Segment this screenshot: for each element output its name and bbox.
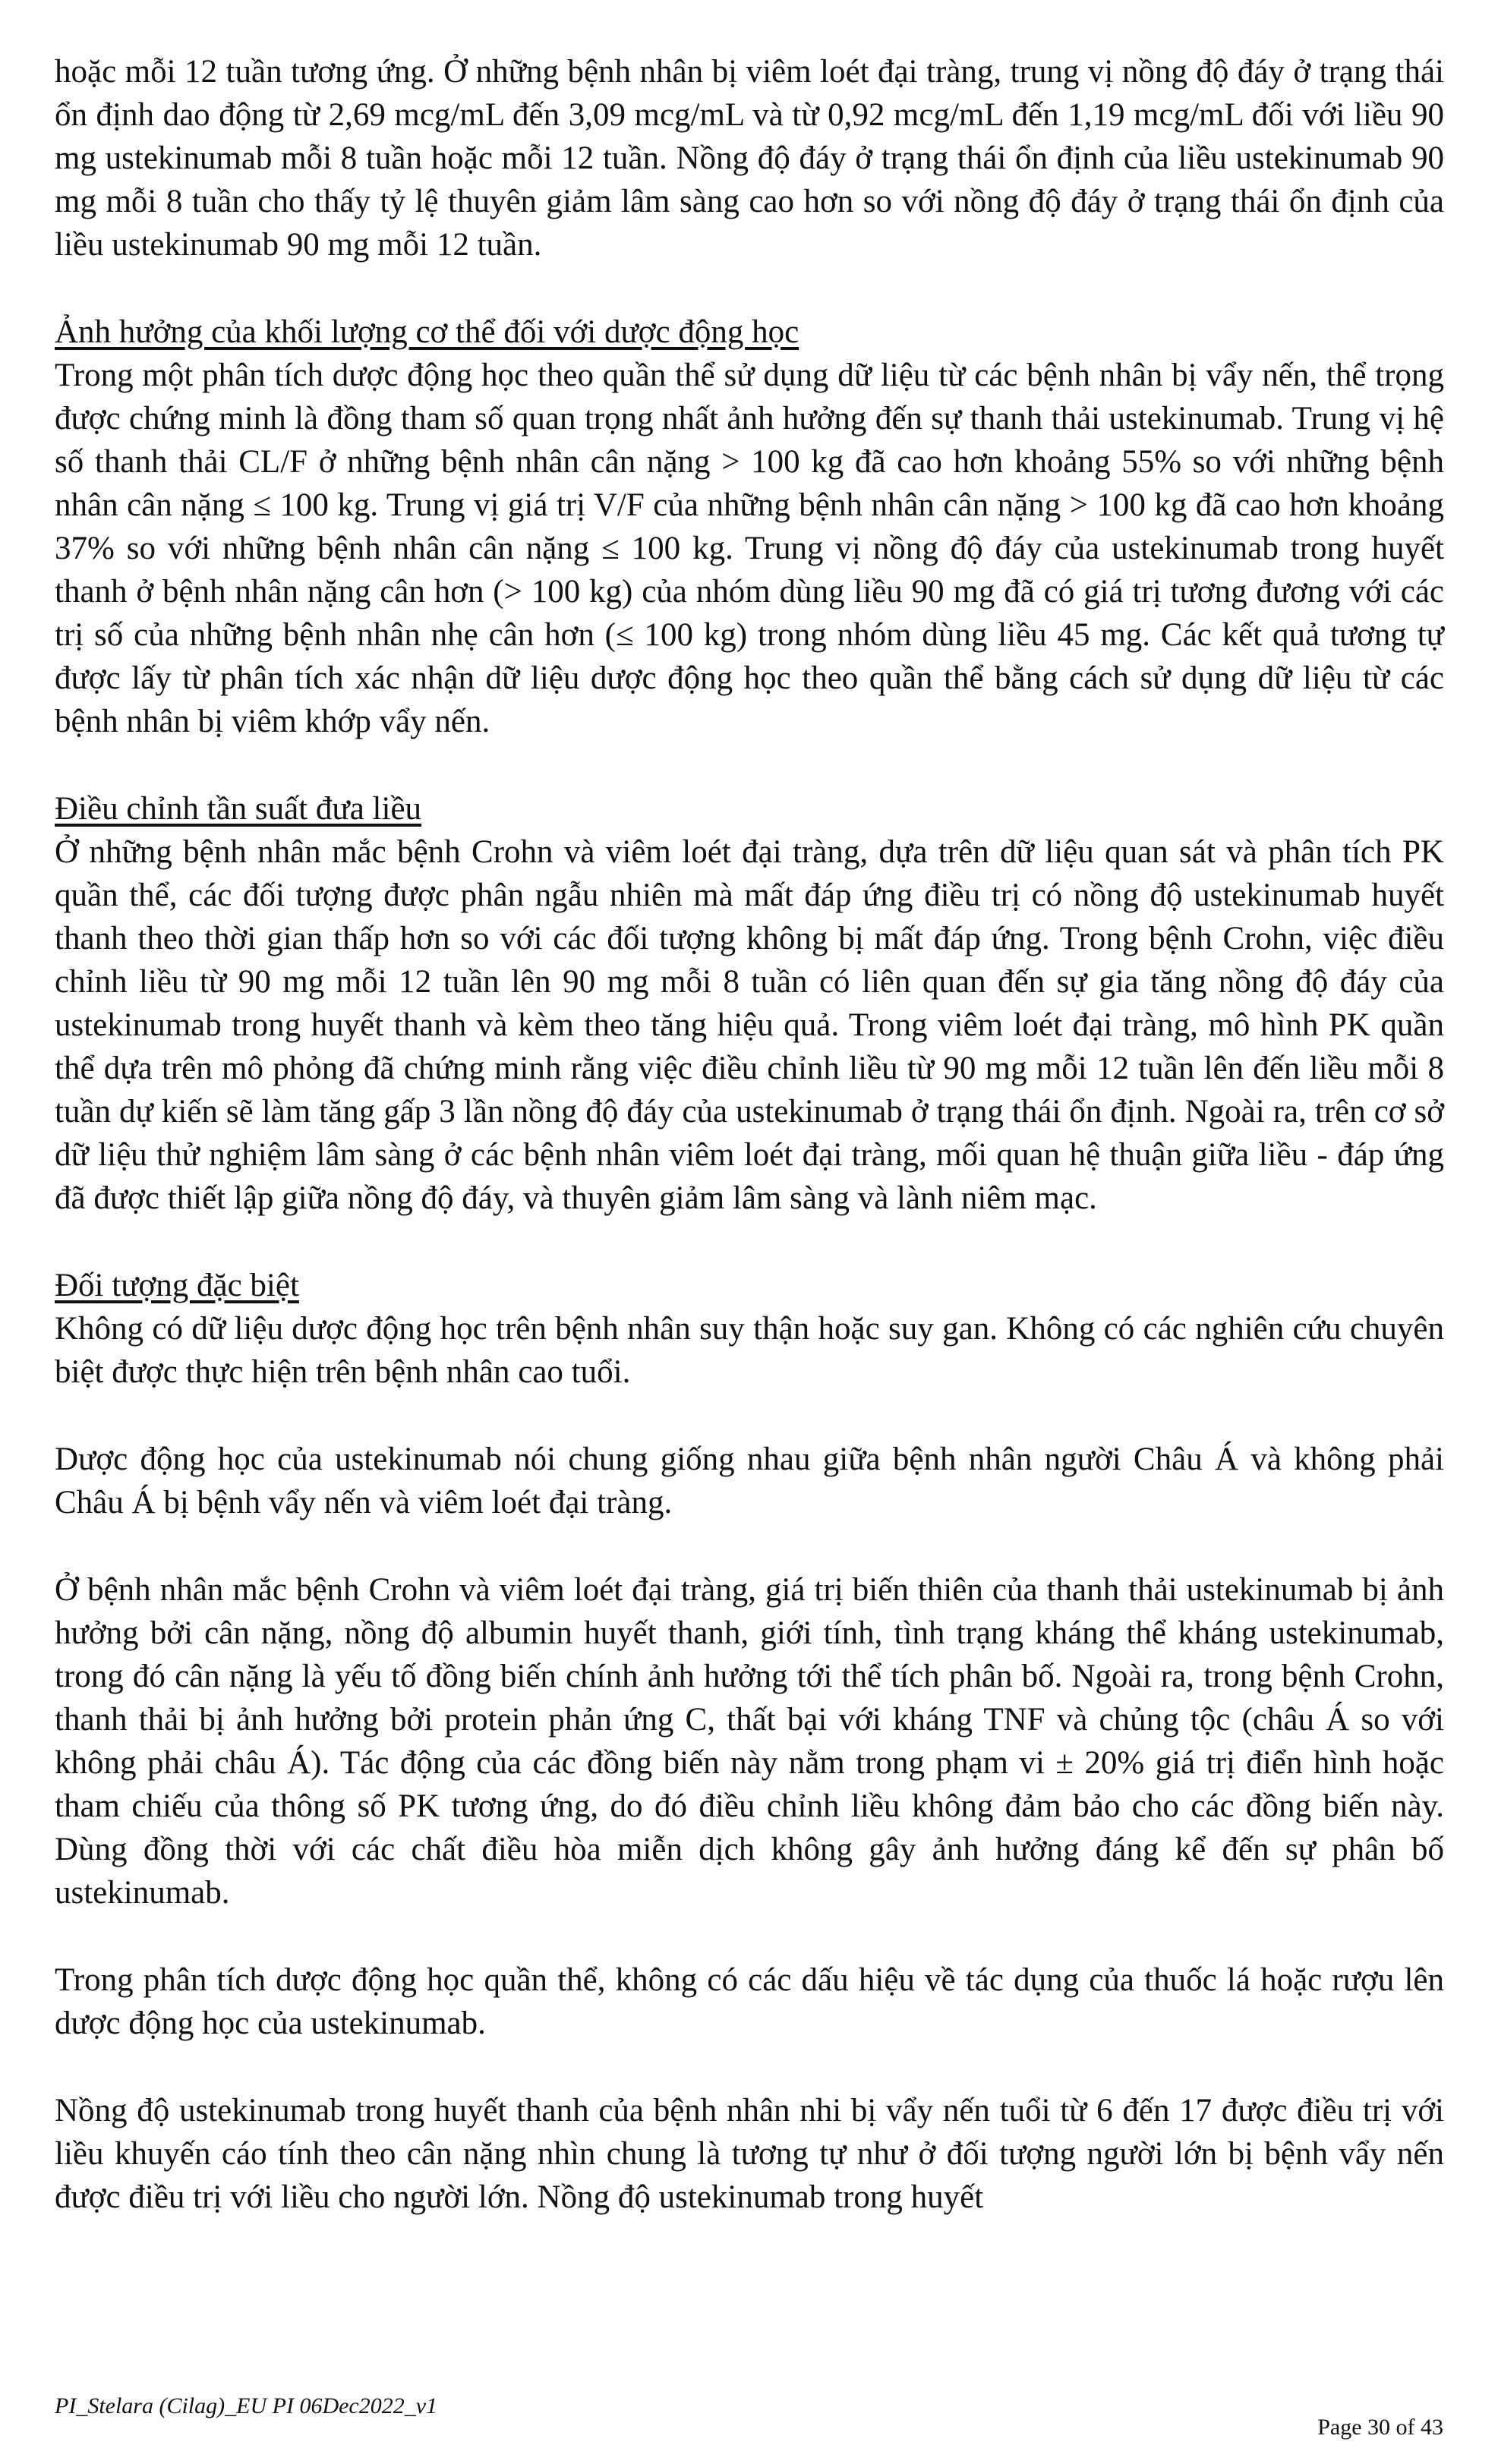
paragraph-body-weight: Trong một phân tích dược động học theo quần thể sử dụng dữ liệu từ các bệnh nhân bị vẩy nến, thể trọng được chứng minh là đồng tham số quan trọng nhất ảnh hưởng đến sự thanh thải ustekinumab. Trung vị hệ số thanh thải CL/F ở những bệnh nhân cân nặng > 100 kg đã cao hơn khoảng 55% so với những bệnh nhân cân nặng ≤ 100 kg. Trung vị giá trị V/F của những bệnh nhân cân nặng > 100 kg đã cao hơn khoảng 37% so với những bệnh nhân cân nặng ≤ 100 kg. Trung vị nồng độ đáy của ustekinumab trong huyết thanh ở bệnh nhân nặng cân hơn (> 100 kg) của nhóm dùng liều 90 mg đã có giá trị tương đương với các trị số của những bệnh nhân nhẹ cân hơn (≤ 100 kg) trong nhóm dùng liều 45 mg. Các kết quả tương tự được lấy từ phân tích xác nhận dữ liệu dược động học theo quần thể bằng cách sử dụng dữ liệu từ các bệnh nhân bị viêm khớp vẩy nến.	[55, 358, 1444, 739]
heading-special-populations: Đối tượng đặc biệt	[55, 1268, 299, 1303]
paragraph-pediatric: Nồng độ ustekinumab trong huyết thanh của bệnh nhân nhi bị vẩy nến tuổi từ 6 đến 17 được điều trị với liều khuyến cáo tính theo cân nặng nhìn chung là tương tự như ở đối tượng người lớn bị bệnh vẩy nến được điều trị với liều cho người lớn. Nồng độ ustekinumab trong huyết	[55, 2093, 1444, 2215]
paragraph-tobacco: Trong phân tích dược động học quần thể, không có các dấu hiệu về tác dụng của thuốc lá hoặc rượu lên dược động học của ustekinumab.	[55, 1962, 1444, 2041]
page-content	[55, 50, 1444, 2219]
paragraph-dosing-frequency: Ở những bệnh nhân mắc bệnh Crohn và viêm loét đại tràng, dựa trên dữ liệu quan sát và phân tích PK quần thể, các đối tượng được phân ngẫu nhiên mà mất đáp ứng điều trị có nồng độ ustekinumab huyết thanh theo thời gian thấp hơn so với các đối tượng không bị mất đáp ứng. Trong bệnh Crohn, việc điều chỉnh liều từ 90 mg mỗi 12 tuần lên 90 mg mỗi 8 tuần có liên quan đến sự gia tăng nồng độ đáy của ustekinumab trong huyết thanh và kèm theo tăng hiệu quả. Trong viêm loét đại tràng, mô hình PK quần thể dựa trên mô phỏng đã chứng minh rằng việc điều chỉnh liều từ 90 mg mỗi 12 tuần lên đến liều mỗi 8 tuần dự kiến sẽ làm tăng gấp 3 lần nồng độ đáy của ustekinumab ở trạng thái ổn định. Ngoài ra, trên cơ sở dữ liệu thử nghiệm lâm sàng ở các bệnh nhân viêm loét đại tràng, mối quan hệ thuận giữa liều - đáp ứng đã được thiết lập giữa nồng độ đáy, và thuyên giảm lâm sàng và lành niêm mạc.	[55, 834, 1444, 1216]
footer-page-number: Page 30 of 43	[1317, 2415, 1443, 2440]
heading-body-weight: Ảnh hưởng của khối lượng cơ thể đối với dược động học	[55, 314, 799, 350]
footer-document-id: PI_Stelara (Cilag)_EU PI 06Dec2022_v1	[55, 2393, 438, 2418]
paragraph-crohn-covariates: Ở bệnh nhân mắc bệnh Crohn và viêm loét đại tràng, giá trị biến thiên của thanh thải ustekinumab bị ảnh hưởng bởi cân nặng, nồng độ albumin huyết thanh, giới tính, tình trạng kháng thể kháng ustekinumab, trong đó cân nặng là yếu tố đồng biến chính ảnh hưởng tới thể tích phân bố. Ngoài ra, trong bệnh Crohn, thanh thải bị ảnh hưởng bởi protein phản ứng C, thất bại với kháng TNF và chủng tộc (châu Á so với không phải châu Á). Tác động của các đồng biến này nằm trong phạm vi ± 20% giá trị điển hình hoặc tham chiếu của thông số PK tương ứng, do đó điều chỉnh liều không đảm bảo cho các đồng biến này. Dùng đồng thời với các chất điều hòa miễn dịch không gây ảnh hưởng đáng kể đến sự phân bố ustekinumab.	[55, 1572, 1444, 1911]
heading-dosing-frequency: Điều chỉnh tần suất đưa liều	[55, 791, 422, 827]
paragraph-special-populations: Không có dữ liệu dược động học trên bệnh nhân suy thận hoặc suy gan. Không có các nghiên cứu chuyên biệt được thực hiện trên bệnh nhân cao tuổi.	[55, 1311, 1444, 1390]
paragraph-asian: Dược động học của ustekinumab nói chung giống nhau giữa bệnh nhân người Châu Á và không phải Châu Á bị bệnh vẩy nến và viêm loét đại tràng.	[55, 1442, 1444, 1520]
paragraph-intro: hoặc mỗi 12 tuần tương ứng. Ở những bệnh nhân bị viêm loét đại tràng, trung vị nồng độ đáy ở trạng thái ổn định dao động từ 2,69 mcg/mL đến 3,09 mcg/mL và từ 0,92 mcg/mL đến 1,19 mcg/mL đối với liều 90 mg ustekinumab mỗi 8 tuần hoặc mỗi 12 tuần. Nồng độ đáy ở trạng thái ổn định của liều ustekinumab 90 mg mỗi 8 tuần cho thấy tỷ lệ thuyên giảm lâm sàng cao hơn so với nồng độ đáy ở trạng thái ổn định của liều ustekinumab 90 mg mỗi 12 tuần.	[55, 54, 1444, 263]
